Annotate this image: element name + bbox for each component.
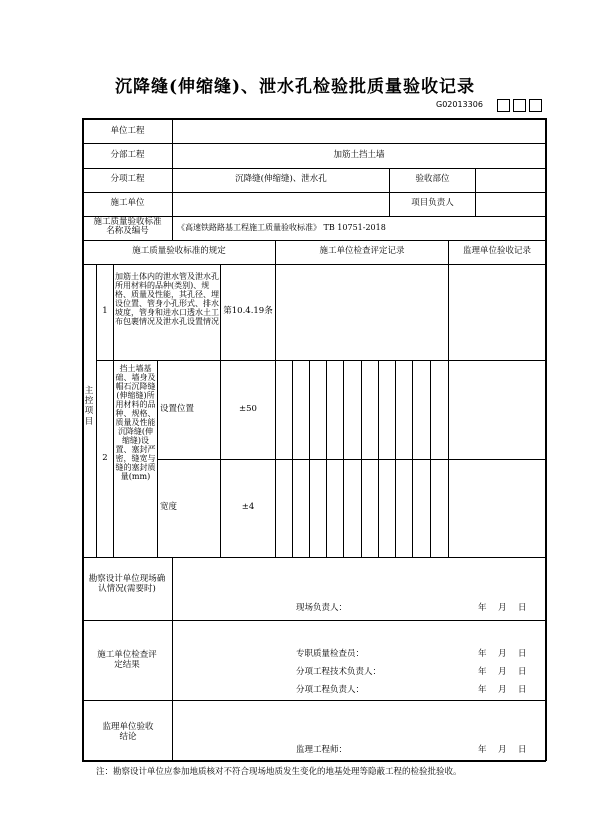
supervisor-sign: 监理工程师： [296,745,348,755]
date-month: 月 [498,685,507,695]
item1-text: 加筋土体内的泄水管及泄水孔所用材料的品种(类别)、规格、质量及性能，其孔径、埋设位置、管身小孔形式、排水坡度，管身和进水口透水土工布包裹情况及泄水孔设置情况 [115,272,219,327]
subitem-label: 分项工程 [110,174,145,184]
survey-sign: 现场负责人： [296,603,348,613]
quality-inspector-sign: 专职质量检查员： [296,649,365,659]
contractor-record-header: 施工单位检查评定记录 [319,246,405,256]
item2-text: 挡土墙基础、墙身及帽石沉降缝(伸缩缝)所用材料的品种、规格、质量及性能沉降缝(伸缩缝)设置、塞封严密，缝宽与缝的塞封质量(mm) [115,364,156,482]
date-year: 年 [478,667,487,677]
division-value: 加筋土挡土墙 [333,150,385,160]
main-control-label: 主控项目 [84,386,94,427]
standard-label-2: 名称及编号 [106,226,149,236]
date-month: 月 [498,745,507,755]
item2-sub2-value: ±4 [241,502,255,512]
date-month: 月 [498,667,507,677]
date-year: 年 [478,603,487,613]
date-year: 年 [478,745,487,755]
technical-lead-sign: 分项工程技术负责人： [296,667,382,677]
supervisor-label: 监理单位验收结论 [102,722,154,743]
date-day: 日 [518,603,527,613]
spec-header: 施工质量验收标准的规定 [132,246,226,256]
item1-clause: 第10.4.19条 [223,306,273,316]
date-day: 日 [518,745,527,755]
page-title: 沉降缝(伸缩缝)、泄水孔检验批质量验收记录 [114,77,476,97]
supervisor-record-header: 监理单位验收记录 [462,246,531,256]
date-day: 日 [518,685,527,695]
standard-label: 施工质量验收标准 [93,217,162,227]
item2-sub2-label: 宽度 [160,502,178,512]
date-month: 月 [498,649,507,659]
date-year: 年 [478,649,487,659]
subitem-value: 沉降缝(伸缩缝)、泄水孔 [235,174,327,184]
item2-sub1-label: 设置位置 [160,404,195,414]
contractor-label: 施工单位 [110,198,145,208]
date-year: 年 [478,685,487,695]
item1-number: 1 [102,306,108,316]
form-code: G02013306 [436,100,483,109]
footnote: 注：勘察设计单位应参加地质核对不符合现场地质发生变化的地基处理等隐蔽工程的检验批验收。 [96,767,462,777]
code-box[interactable] [529,99,542,112]
date-day: 日 [518,649,527,659]
contractor-check-label: 施工单位检查评定结果 [97,650,157,671]
item2-sub1-value: ±50 [239,404,257,414]
date-month: 月 [498,603,507,613]
project-manager-label: 项目负责人 [411,198,454,208]
unit-project-label: 单位工程 [110,126,145,136]
code-box[interactable] [513,99,526,112]
standard-value: 《高速铁路路基工程施工质量验收标准》 TB 10751-2018 [177,223,386,232]
item2-number: 2 [102,453,108,463]
code-box[interactable] [497,99,510,112]
date-day: 日 [518,667,527,677]
subitem-lead-sign: 分项工程负责人： [296,685,365,695]
survey-label: 勘察设计单位现场确认情况(需要时) [88,574,166,595]
acceptance-part-label: 验收部位 [415,174,450,184]
division-label: 分部工程 [110,150,145,160]
